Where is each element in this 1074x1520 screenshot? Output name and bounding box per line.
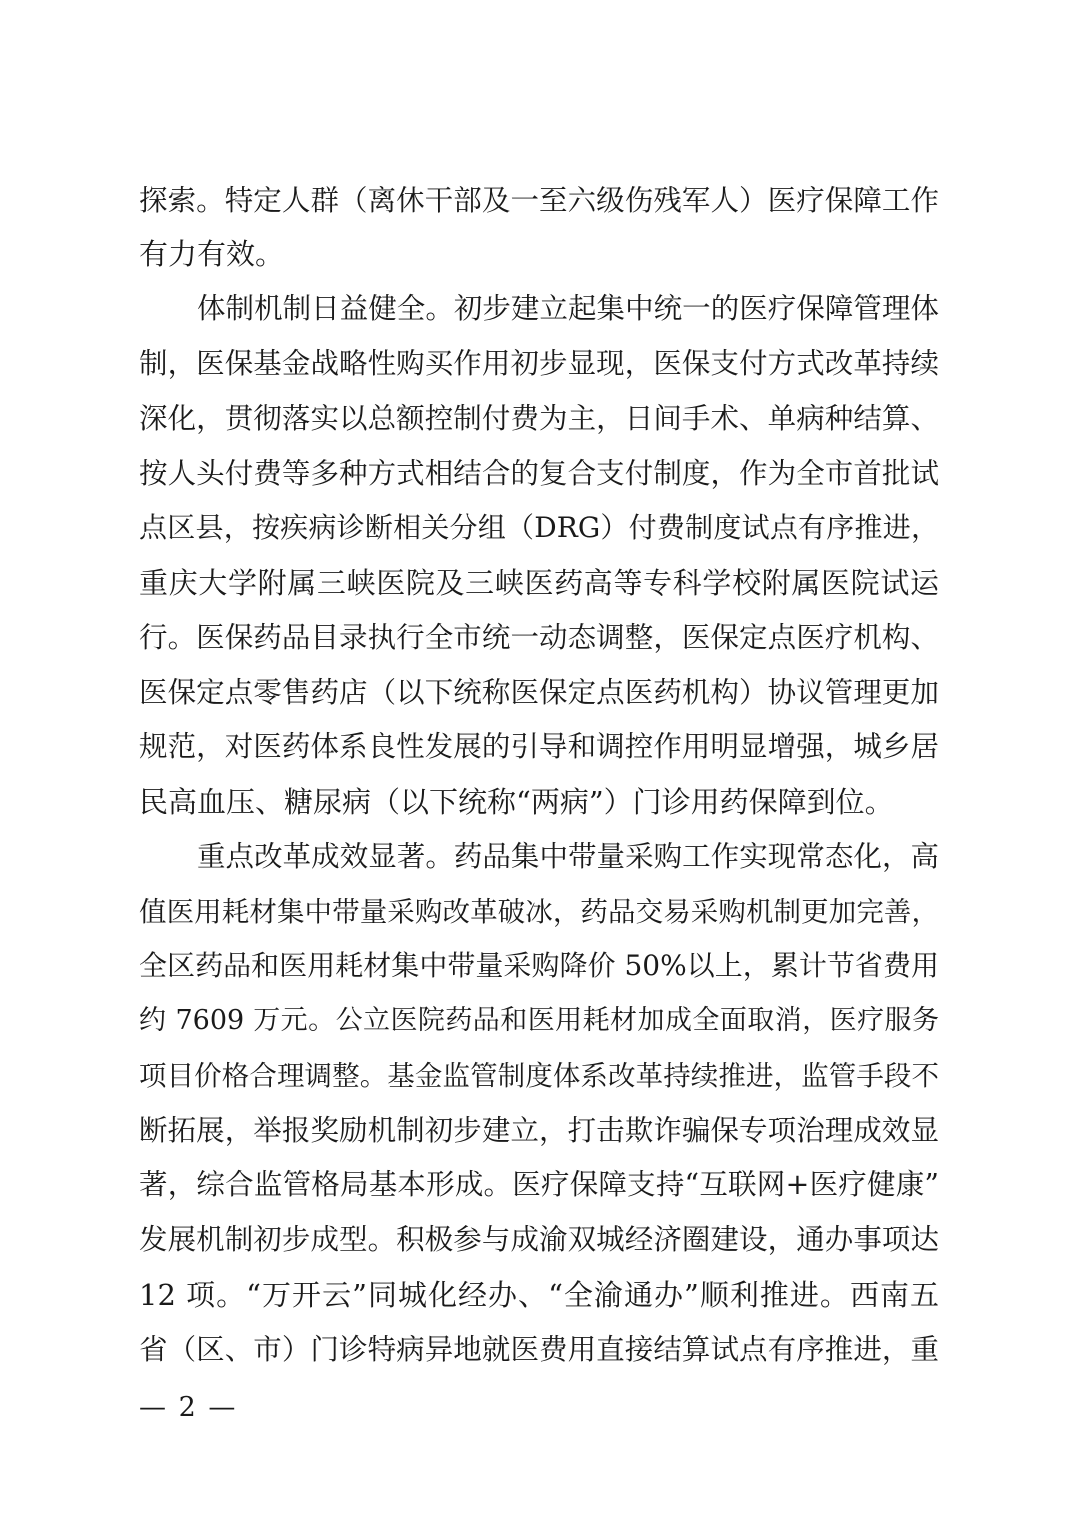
paragraph-line: 探索。特定人群（离休干部及一至六级伤残军人）医疗保障工作 — [139, 184, 939, 217]
paragraph-line: 行。医保药品目录执行全市统一动态调整，医保定点医疗机构、 — [139, 621, 939, 654]
paragraph-line: 项目价格合理调整。基金监管制度体系改革持续推进，监管手段不 — [139, 1060, 939, 1092]
paragraph-line: 著，综合监管格局基本形成。医疗保障支持“互联网+医疗健康” — [139, 1168, 939, 1201]
paragraph-line: 制，医保基金战略性购买作用初步显现，医保支付方式改革持续 — [139, 347, 939, 380]
paragraph-line: 规范，对医药体系良性发展的引导和调控作用明显增强，城乡居 — [139, 730, 939, 763]
paragraph-line: 重点改革成效显著。药品集中带量采购工作实现常态化，高 — [197, 840, 939, 873]
paragraph-line: 深化，贯彻落实以总额控制付费为主，日间手术、单病种结算、 — [139, 402, 939, 435]
paragraph-line: 体制机制日益健全。初步建立起集中统一的医疗保障管理体 — [197, 292, 939, 325]
paragraph-line: 点区县，按疾病诊断相关分组（DRG）付费制度试点有序推进， — [139, 511, 939, 544]
paragraph-line: 省（区、市）门诊特病异地就医费用直接结算试点有序推进，重 — [139, 1333, 939, 1366]
paragraph-line: 约 7609 万元。公立医院药品和医用耗材加成全面取消，医疗服务 — [139, 1005, 939, 1036]
paragraph-line: 全区药品和医用耗材集中带量采购降价 50%以上，累计节省费用 — [139, 949, 939, 982]
paragraph-line: 民高血压、糖尿病（以下统称“两病”）门诊用药保障到位。 — [139, 785, 894, 819]
paragraph-line: 12 项。“万开云”同城化经办、“全渝通办”顺利推进。西南五 — [139, 1278, 939, 1312]
paragraph-line: 重庆大学附属三峡医院及三峡医药高等专科学校附属医院试运 — [139, 566, 939, 600]
paragraph-line: 断拓展，举报奖励机制初步建立，打击欺诈骗保专项治理成效显 — [139, 1114, 939, 1147]
paragraph-line: 有力有效。 — [139, 237, 285, 271]
paragraph-line: 按人头付费等多种方式相结合的复合支付制度，作为全市首批试 — [139, 457, 939, 490]
paragraph-line: 值医用耗材集中带量采购改革破冰，药品交易采购机制更加完善， — [139, 896, 939, 928]
page-number: — 2 — — [139, 1392, 238, 1423]
paragraph-line: 发展机制初步成型。积极参与成渝双城经济圈建设，通办事项达 — [139, 1223, 939, 1256]
paragraph-line: 医保定点零售药店（以下统称医保定点医药机构）协议管理更加 — [139, 676, 939, 709]
